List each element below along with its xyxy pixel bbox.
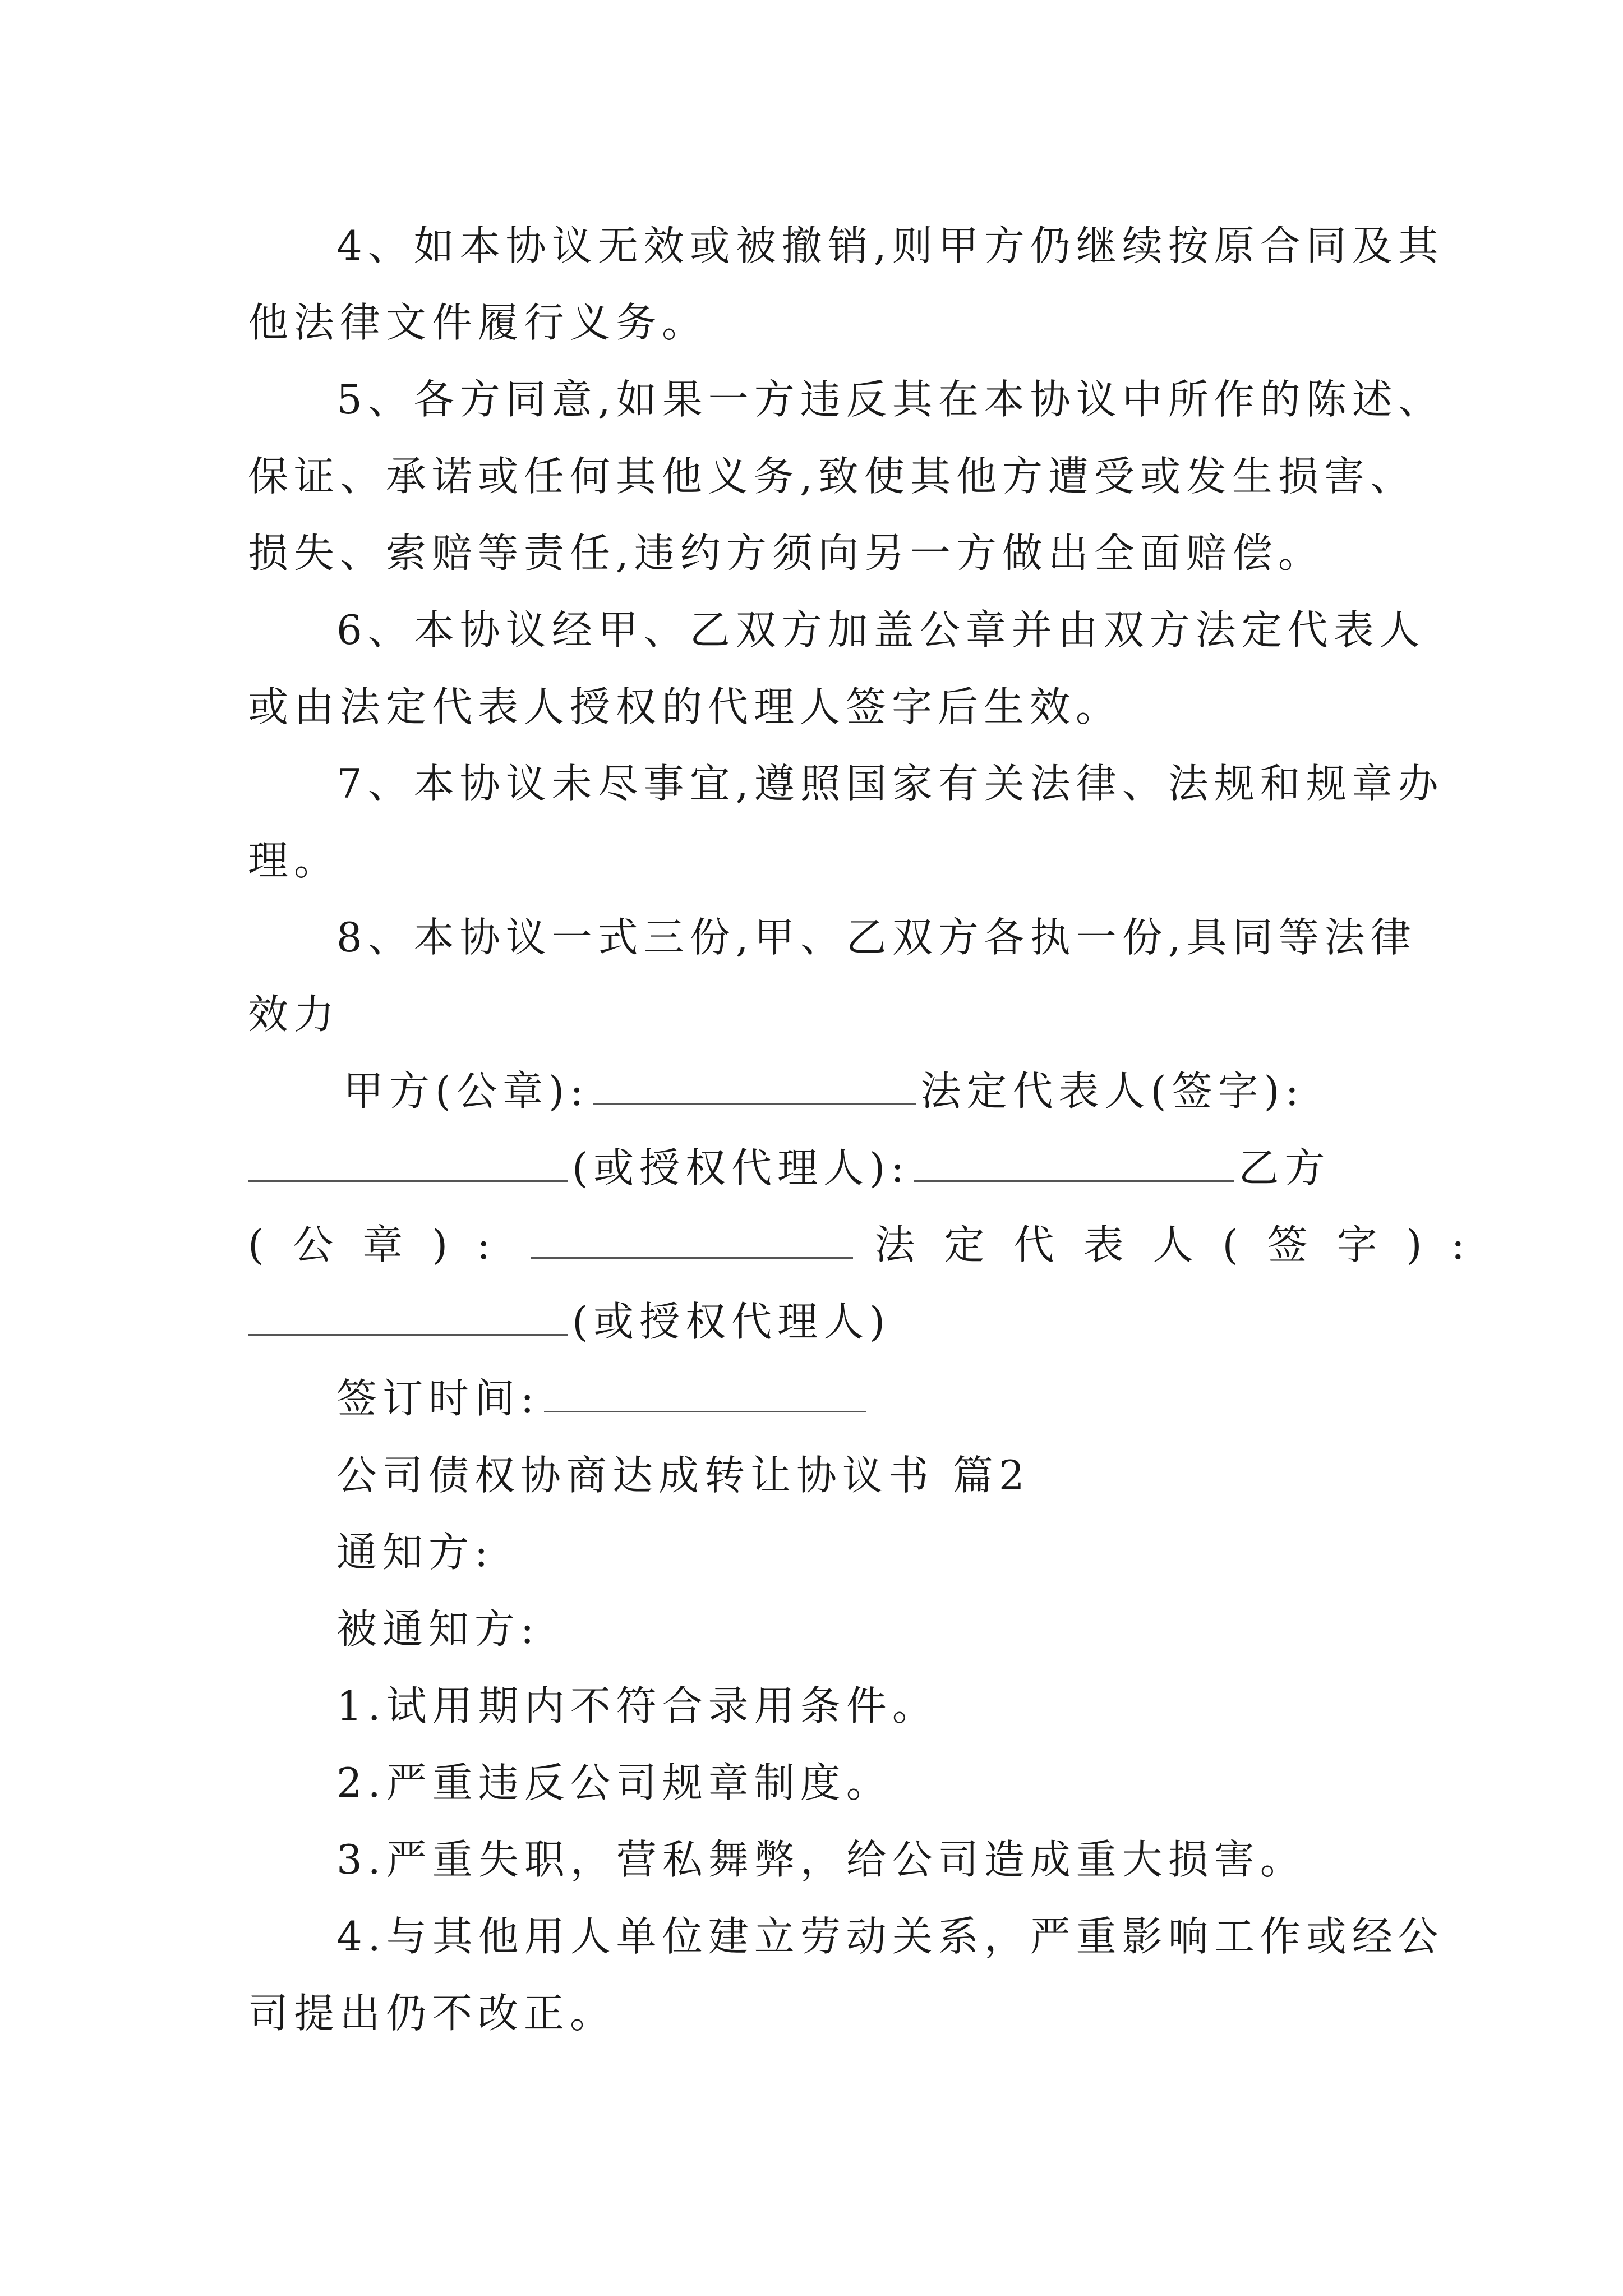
sign-date-line (248, 1360, 1389, 1437)
legal-rep-sign-label-2: 法定代表人(签字): (874, 1221, 1494, 1268)
legal-rep-sign-label: 法定代表人(签字): (920, 1068, 1304, 1115)
notified-label: 被通知方: (336, 1605, 540, 1653)
list-item: 1.试用期内不符合录用条件。 (336, 1682, 938, 1729)
clause-5-line-2: 保证、承诺或任何其他义务,致使其他方遭受或发生损害、 (248, 453, 1416, 500)
clause-7-line-1: 7、本协议未尽事宜,遵照国家有关法律、法规和规章办 (336, 760, 1444, 807)
list-item-4-line-2: 司提出仍不改正。 (248, 1990, 616, 2037)
signature-line-4 (248, 1283, 1389, 1360)
sign-date-blank (544, 1379, 866, 1412)
sign-date-label: 签订时间: (336, 1375, 540, 1422)
party-a-seal-blank (593, 1072, 916, 1105)
party-b-seal-label: (公章): (248, 1221, 520, 1268)
clause-4-line-1: 4、如本协议无效或被撤销,则甲方仍继续按原合同及其 (336, 222, 1444, 269)
authorized-agent-label-1: (或授权代理人): (572, 1144, 910, 1191)
document-body (248, 208, 1494, 2052)
clause-5-line-1: 5、各方同意,如果一方违反其在本协议中所作的陈述、 (336, 376, 1444, 423)
clause-4-line-2: 他法律文件履行义务。 (248, 299, 708, 346)
clause-8-line-2: 效力 (248, 991, 340, 1038)
authorized-agent-label-2: (或授权代理人) (572, 1298, 891, 1345)
signature-line-1 (248, 1053, 1389, 1130)
list-item-4-line-1: 4.与其他用人单位建立劳动关系，严重影响工作或经公 (336, 1913, 1444, 1960)
signature-line-2 (248, 1130, 1389, 1207)
list-item: 3.严重失职，营私舞弊，给公司造成重大损害。 (336, 1836, 1306, 1883)
notifier-label: 通知方: (336, 1529, 494, 1576)
party-b-seal-blank (531, 1226, 853, 1259)
signature-line-3 (248, 1207, 1494, 1283)
section-title: 公司债权协商达成转让协议书 篇2 (336, 1452, 1030, 1499)
party-b-label: 乙方 (1238, 1144, 1331, 1191)
clause-6-line-1: 6、本协议经甲、乙双方加盖公章并由双方法定代表人 (336, 606, 1426, 654)
clause-8-line-1: 8、本协议一式三份,甲、乙双方各执一份,具同等法律 (336, 914, 1417, 961)
party-a-seal-label: 甲方(公章): (343, 1068, 589, 1115)
clause-5-line-3: 损失、索赔等责任,违约方须向另一方做出全面赔偿。 (248, 530, 1324, 577)
legal-rep-sign-blank-2 (248, 1303, 568, 1336)
authorized-agent-blank-1 (914, 1149, 1234, 1182)
clause-6-line-2: 或由法定代表人授权的代理人签字后生效。 (248, 683, 1122, 730)
legal-rep-sign-blank (248, 1149, 568, 1182)
list-item: 2.严重违反公司规章制度。 (336, 1759, 892, 1806)
clause-7-line-2: 理。 (248, 837, 340, 884)
